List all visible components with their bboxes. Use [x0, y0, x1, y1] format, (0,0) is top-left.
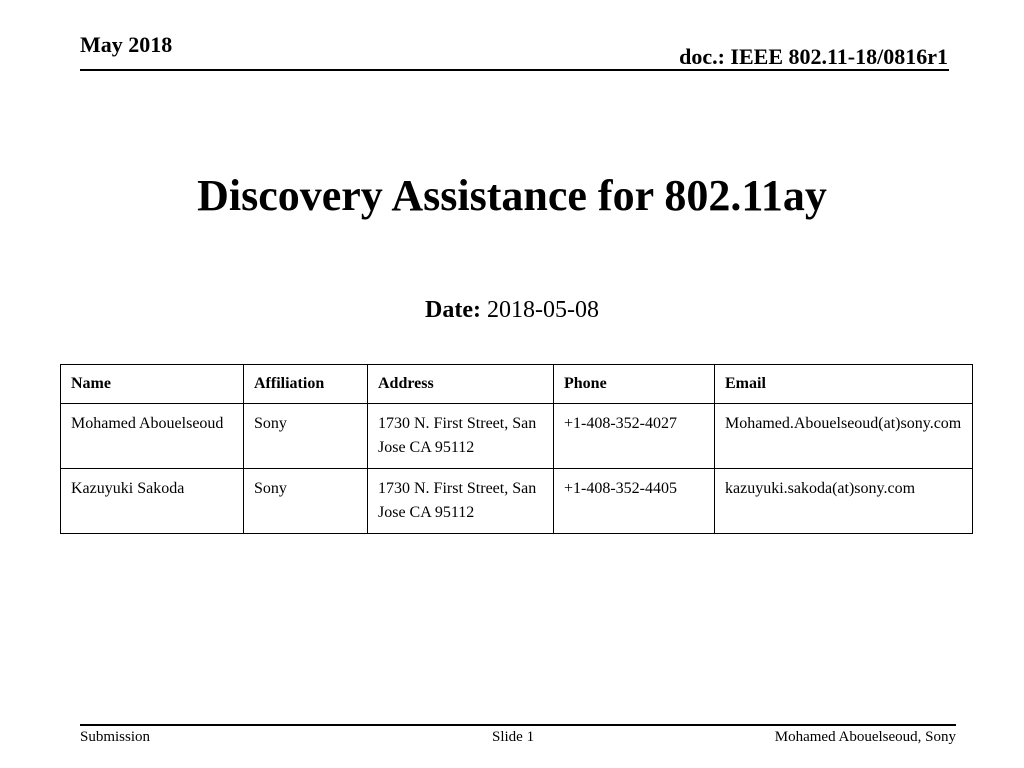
cell-phone: +1-408-352-4027	[554, 404, 715, 469]
cell-name: Mohamed Abouelseoud	[61, 404, 244, 469]
column-header-phone: Phone	[554, 365, 715, 404]
footer-author: Mohamed Abouelseoud, Sony	[774, 729, 956, 745]
header-date: May 2018	[80, 32, 173, 57]
cell-phone: +1-408-352-4405	[554, 469, 715, 534]
header-divider	[80, 69, 949, 71]
date-value: 2018-05-08	[486, 297, 599, 323]
footer-divider	[80, 724, 956, 726]
header-doc-id: doc.: IEEE 802.11-18/0816r1	[679, 44, 948, 69]
cell-address: 1730 N. First Street, San Jose CA 95112	[368, 404, 554, 469]
cell-email: kazuyuki.sakoda(at)sony.com	[715, 469, 973, 534]
cell-email: Mohamed.Abouelseoud(at)sony.com	[715, 404, 973, 469]
column-header-affiliation: Affiliation	[244, 365, 368, 404]
date-line	[0, 296, 1024, 325]
column-header-email: Email	[715, 365, 973, 404]
slide-title: Discovery Assistance for 802.11ay	[197, 171, 827, 220]
footer-slide-number: Slide 1	[492, 729, 535, 745]
table-header-row	[61, 365, 973, 404]
column-header-address: Address	[368, 365, 554, 404]
table-row	[61, 404, 973, 469]
cell-name: Kazuyuki Sakoda	[61, 469, 244, 534]
cell-affiliation: Sony	[244, 469, 368, 534]
authors-table	[60, 364, 973, 534]
date-label: Date:	[425, 297, 481, 323]
table-row	[61, 469, 973, 534]
column-header-name: Name	[61, 365, 244, 404]
cell-address: 1730 N. First Street, San Jose CA 95112	[368, 469, 554, 534]
footer-submission: Submission	[80, 729, 151, 745]
cell-affiliation: Sony	[244, 404, 368, 469]
